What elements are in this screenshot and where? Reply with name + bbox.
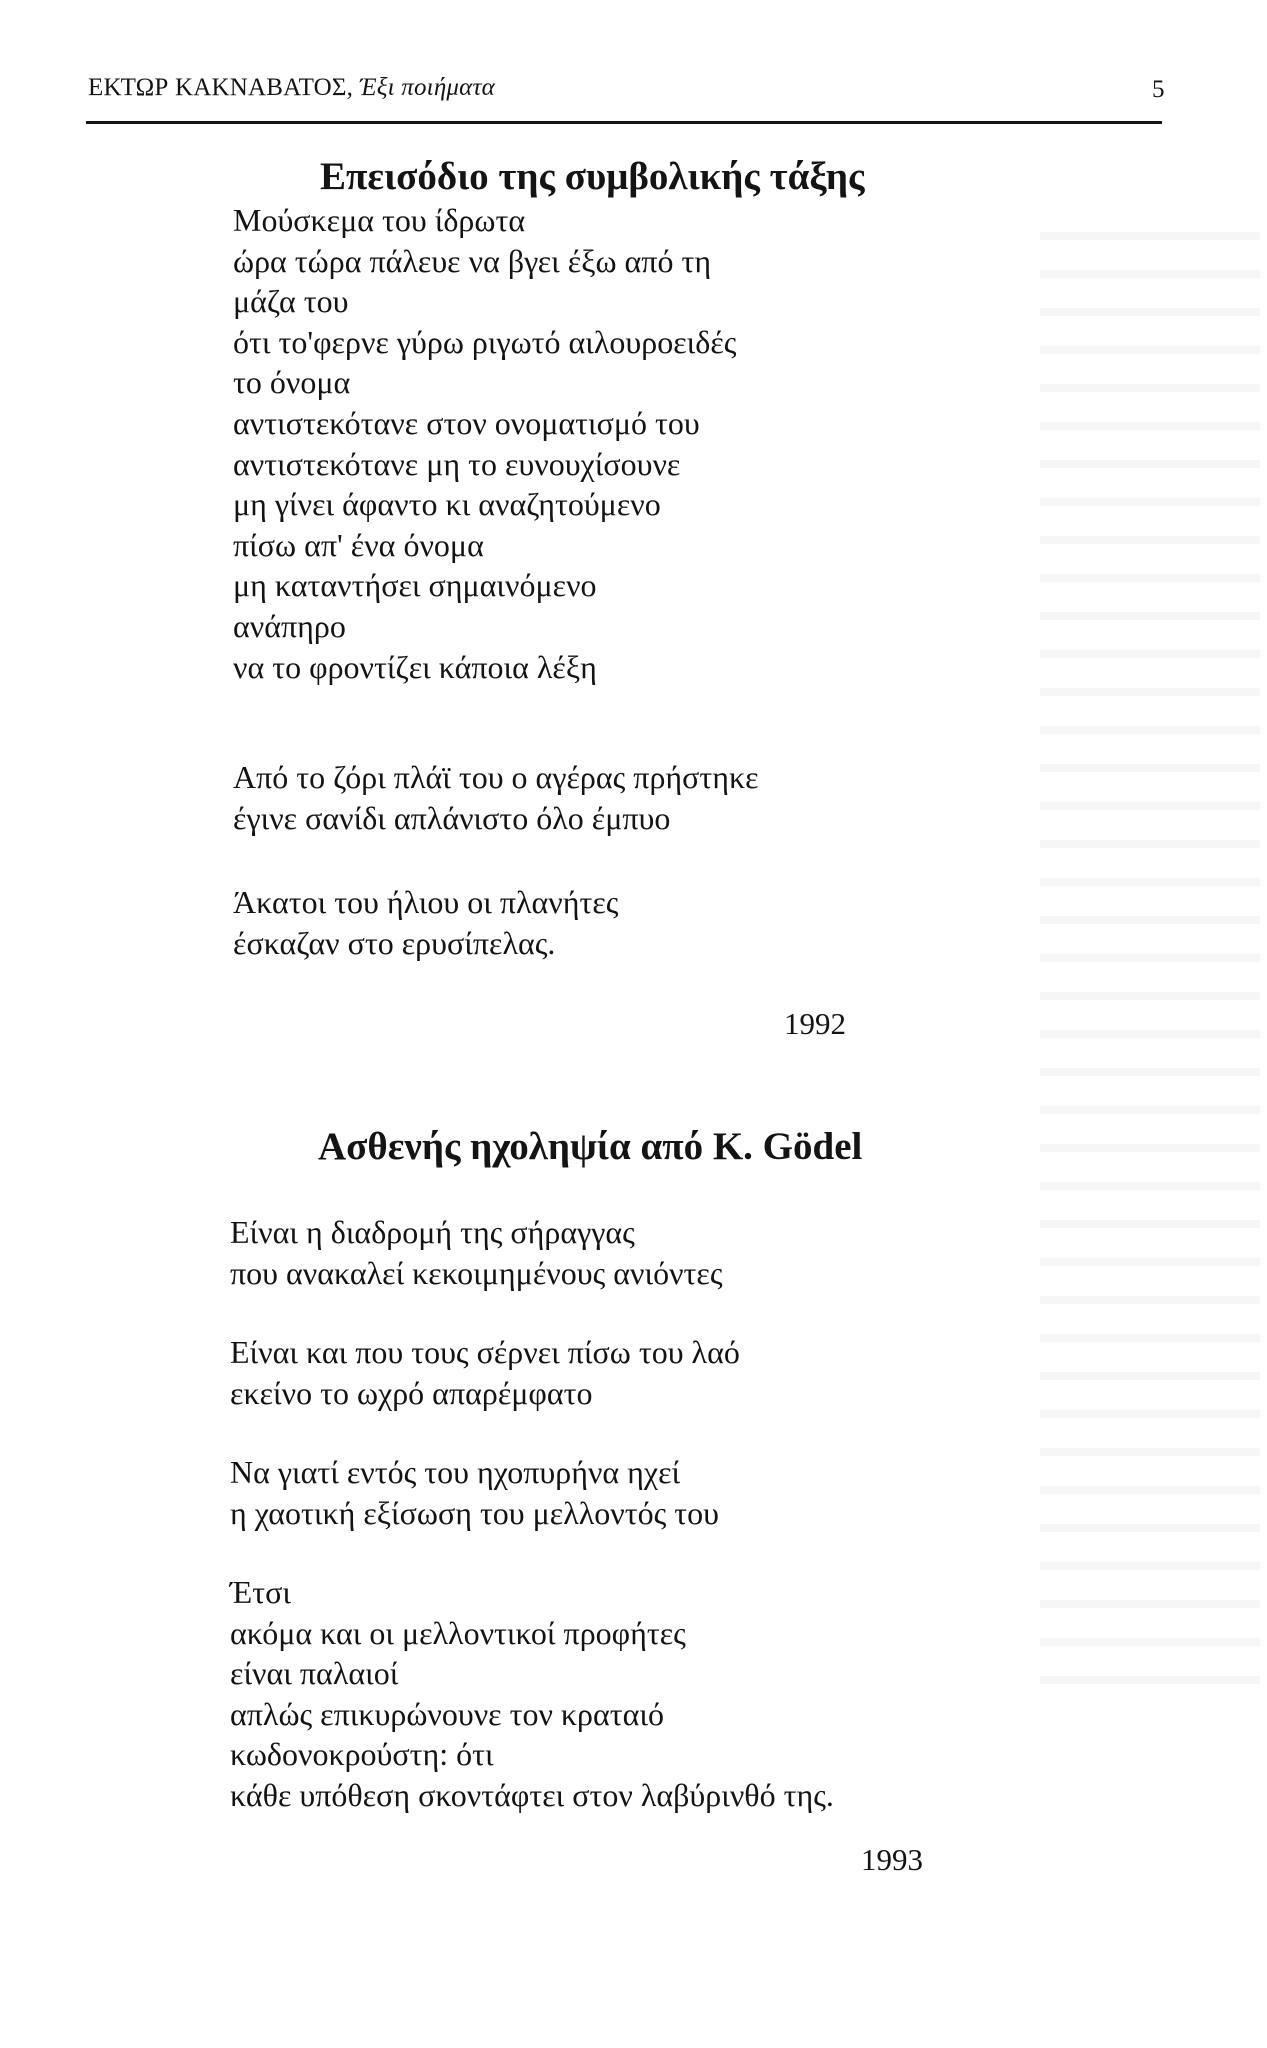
verse-line: Από το ζόρι πλάϊ του ο αγέρας πρήστηκε	[233, 759, 759, 795]
verse-line: είναι παλαιοί	[230, 1655, 399, 1692]
verse-line: Είναι η διαδρομή της σήραγγας	[230, 1214, 635, 1250]
poem-date: 1993	[861, 1842, 923, 1877]
verse-line: Να γιατί εντός του ηχοπυρήνα ηχεί	[230, 1454, 681, 1490]
verse-line: Έτσι	[230, 1574, 291, 1610]
verse-line: έσκαζαν στο ερυσίπελας.	[233, 924, 556, 961]
stanza	[230, 1452, 719, 1533]
verse-line: ακόμα και οι μελλοντικοί προφήτες	[230, 1614, 686, 1651]
poem-title: Ασθενής ηχοληψία από Κ. Gödel	[318, 1125, 863, 1168]
stanza	[233, 882, 618, 963]
running-head-author: ΕΚΤΩΡ ΚΑΚΝΑΒΑΤΟΣ,	[88, 74, 360, 101]
stanza	[233, 200, 736, 687]
verse-line: ώρα τώρα πάλευε να βγει έξω από τη	[233, 242, 712, 279]
running-head	[88, 74, 495, 102]
verse-line: κάθε υπόθεση σκοντάφτει στον λαβύρινθό της.	[230, 1776, 834, 1813]
stanza	[230, 1332, 740, 1413]
verse-line: απλώς επικυρώνουνε τον κραταιό	[230, 1695, 665, 1732]
verse-line: πίσω απ' ένα όνομα	[233, 526, 484, 563]
verse-line: Μούσκεμα του ίδρωτα	[233, 202, 526, 238]
poem-date: 1992	[784, 1006, 846, 1041]
verse-line: που ανακαλεί κεκοιμημένους ανιόντες	[230, 1254, 723, 1291]
verse-line: ότι το'φερνε γύρω ριγωτό αιλουροειδές	[233, 323, 737, 360]
show-through-shadow	[1040, 210, 1260, 1710]
running-head-work-title: Έξι ποιήματα	[359, 74, 495, 101]
poem-title: Επεισόδιο της συμβολικής τάξης	[320, 155, 865, 198]
verse-line: μη καταντήσει σημαινόμενο	[233, 567, 597, 604]
verse-line: κωδονοκρούστη: ότι	[230, 1736, 494, 1773]
verse-line: μάζα του	[233, 283, 349, 320]
verse-line: έγινε σανίδι απλάνιστο όλο έμπυο	[233, 799, 671, 836]
stanza	[233, 757, 759, 838]
verse-line: εκείνο το ωχρό απαρέμφατο	[230, 1374, 593, 1411]
page-number: 5	[1152, 76, 1165, 103]
verse-line: αντιστεκότανε μη το ευνουχίσουνε	[233, 445, 681, 482]
verse-line: να το φροντίζει κάποια λέξη	[233, 648, 597, 685]
stanza	[230, 1212, 723, 1293]
verse-line: το όνομα	[233, 364, 351, 401]
header-rule	[86, 121, 1162, 124]
verse-line: ανάπηρο	[233, 607, 346, 644]
stanza	[230, 1572, 834, 1816]
verse-line: Άκατοι του ήλιου οι πλανήτες	[233, 884, 619, 920]
verse-line: Είναι και που τους σέρνει πίσω του λαό	[230, 1334, 740, 1370]
verse-line: η χαοτική εξίσωση του μελλοντός του	[230, 1494, 719, 1531]
verse-line: αντιστεκότανε στον ονοματισμό του	[233, 404, 700, 441]
verse-line: μη γίνει άφαντο κι αναζητούμενο	[233, 486, 661, 523]
